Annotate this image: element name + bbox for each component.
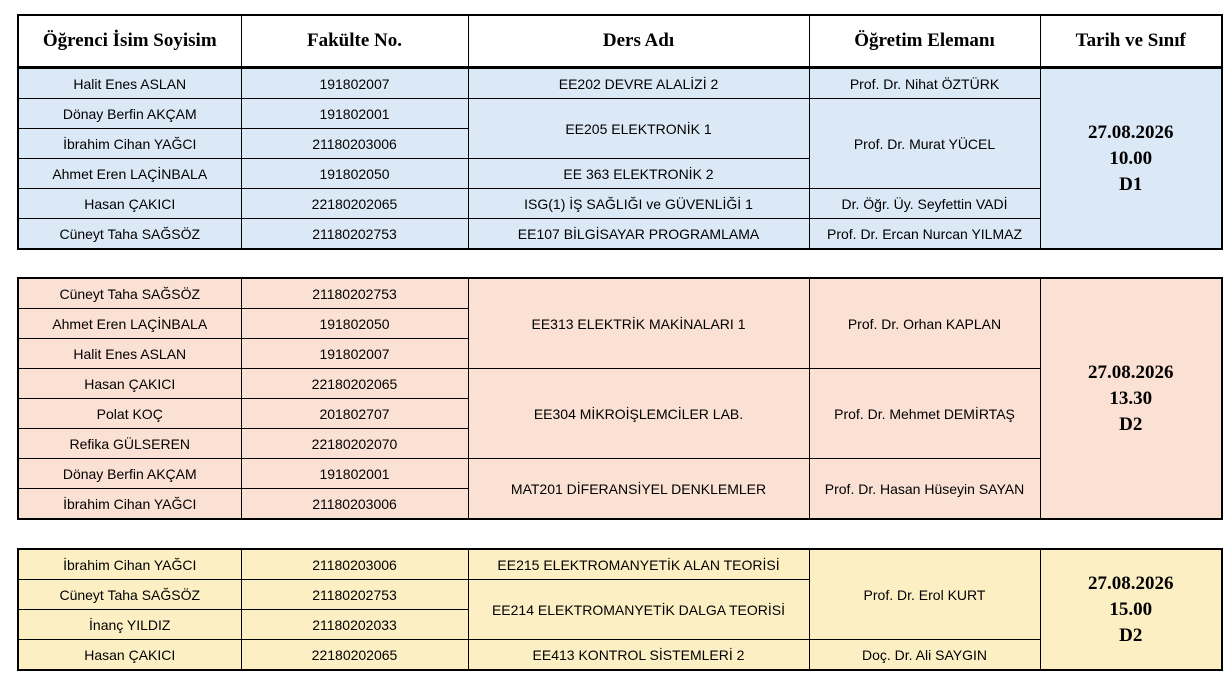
student-name: Cüneyt Taha SAĞSÖZ [18,278,241,309]
faculty-no: 21180203006 [241,549,468,580]
table-row [18,68,1222,99]
exam-time: 10.00 [1109,147,1153,169]
date-room-cell [1040,549,1222,670]
exam-room: D2 [1119,624,1143,646]
faculty-no: 21180203006 [241,489,468,520]
date-room-cell [1040,68,1222,249]
course-name: EE202 DEVRE ALALİZİ 2 [468,68,809,99]
student-name: İbrahim Cihan YAĞCI [18,489,241,520]
student-name: İbrahim Cihan YAĞCI [18,549,241,580]
exam-date: 27.08.2026 [1088,361,1174,383]
faculty-no: 22180202065 [241,189,468,219]
faculty-no: 21180202753 [241,580,468,610]
student-name: Dönay Berfin AKÇAM [18,99,241,129]
table-row [18,549,1222,580]
exam-group-1 [17,67,1223,250]
faculty-no: 22180202065 [241,640,468,671]
instructor: Prof. Dr. Nihat ÖZTÜRK [809,68,1040,99]
header-table [17,14,1223,68]
student-name: Ahmet Eren LAÇİNBALA [18,159,241,189]
instructor: Dr. Öğr. Üy. Seyfettin VADİ [809,189,1040,219]
date-room-cell [1040,278,1222,519]
header-date-room: Tarih ve Sınıf [1040,15,1222,67]
exam-date: 27.08.2026 [1088,121,1174,143]
faculty-no: 21180202033 [241,610,468,640]
course-name: EE107 BİLGİSAYAR PROGRAMLAMA [468,219,809,250]
instructor: Prof. Dr. Murat YÜCEL [809,99,1040,189]
instructor: Prof. Dr. Ercan Nurcan YILMAZ [809,219,1040,250]
student-name: Dönay Berfin AKÇAM [18,459,241,489]
exam-group-2 [17,277,1223,520]
header-course-name: Ders Adı [468,15,809,67]
student-name: Polat KOÇ [18,399,241,429]
student-name: Halit Enes ASLAN [18,339,241,369]
student-name: Refika GÜLSEREN [18,429,241,459]
student-name: İnanç YILDIZ [18,610,241,640]
course-name: EE304 MİKROİŞLEMCİLER LAB. [468,369,809,459]
course-name: EE214 ELEKTROMANYETİK DALGA TEORİSİ [468,580,809,640]
course-name: MAT201 DİFERANSİYEL DENKLEMLER [468,459,809,520]
course-name: EE215 ELEKTROMANYETİK ALAN TEORİSİ [468,549,809,580]
header-faculty-no: Fakülte No. [241,15,468,67]
instructor: Prof. Dr. Hasan Hüseyin SAYAN [809,459,1040,520]
student-name: Hasan ÇAKICI [18,189,241,219]
student-name: Ahmet Eren LAÇİNBALA [18,309,241,339]
course-name: EE205 ELEKTRONİK 1 [468,99,809,159]
faculty-no: 191802001 [241,459,468,489]
student-name: Hasan ÇAKICI [18,640,241,671]
student-name: Halit Enes ASLAN [18,68,241,99]
student-name: Cüneyt Taha SAĞSÖZ [18,580,241,610]
student-name: Hasan ÇAKICI [18,369,241,399]
instructor: Doç. Dr. Ali SAYGIN [809,640,1040,671]
instructor: Prof. Dr. Erol KURT [809,549,1040,640]
faculty-no: 201802707 [241,399,468,429]
table-row [18,278,1222,309]
faculty-no: 22180202070 [241,429,468,459]
exam-date: 27.08.2026 [1088,572,1174,594]
header-instructor: Öğretim Elemanı [809,15,1040,67]
faculty-no: 21180202753 [241,219,468,250]
instructor: Prof. Dr. Mehmet DEMİRTAŞ [809,369,1040,459]
course-name: EE 363 ELEKTRONİK 2 [468,159,809,189]
exam-time: 13.30 [1109,387,1153,409]
faculty-no: 191802050 [241,309,468,339]
faculty-no: 191802007 [241,339,468,369]
exam-time: 15.00 [1109,598,1153,620]
faculty-no: 21180203006 [241,129,468,159]
student-name: İbrahim Cihan YAĞCI [18,129,241,159]
faculty-no: 22180202065 [241,369,468,399]
exam-group-3 [17,548,1223,671]
course-name: EE413 KONTROL SİSTEMLERİ 2 [468,640,809,671]
course-name: ISG(1) İŞ SAĞLIĞI ve GÜVENLİĞİ 1 [468,189,809,219]
exam-room: D2 [1119,413,1143,435]
faculty-no: 191802001 [241,99,468,129]
faculty-no: 191802007 [241,68,468,99]
student-name: Cüneyt Taha SAĞSÖZ [18,219,241,250]
header-student-name: Öğrenci İsim Soyisim [18,15,241,67]
faculty-no: 21180202753 [241,278,468,309]
course-name: EE313 ELEKTRİK MAKİNALARI 1 [468,278,809,369]
header-row [18,15,1222,67]
faculty-no: 191802050 [241,159,468,189]
exam-room: D1 [1119,173,1143,195]
instructor: Prof. Dr. Orhan KAPLAN [809,278,1040,369]
